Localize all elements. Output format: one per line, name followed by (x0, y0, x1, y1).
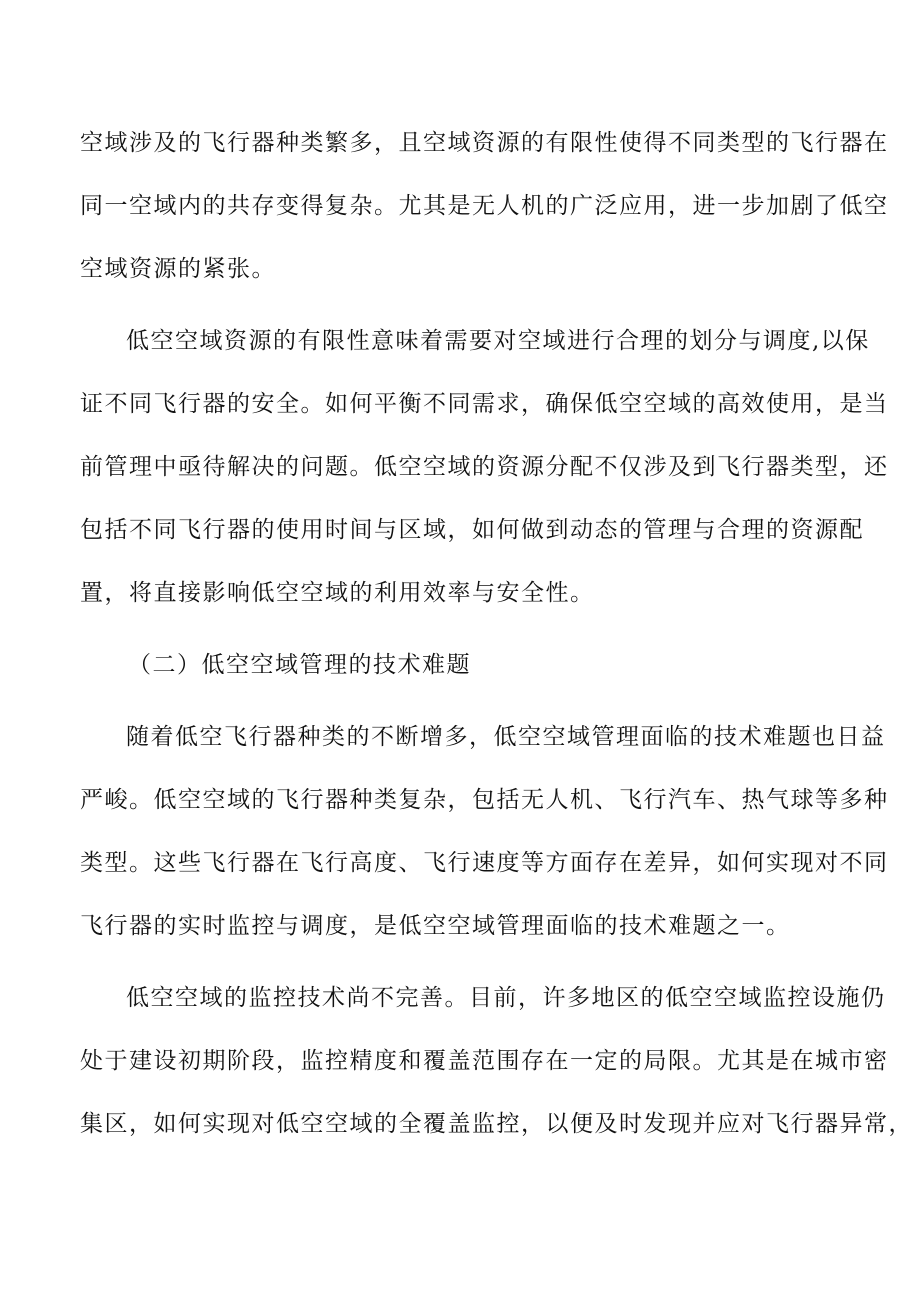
paragraph-line: 空域涉及的飞行器种类繁多，且空域资源的有限性使得不同类型的飞行器在 (80, 130, 889, 156)
paragraph-line: 前管理中亟待解决的问题。低空空域的资源分配不仅涉及到飞行器类型，还 (80, 454, 889, 480)
paragraph-line: 随着低空飞行器种类的不断增多，低空空域管理面临的技术难题也日益 (126, 724, 886, 750)
paragraph-line: 处于建设初期阶段，监控精度和覆盖范围存在一定的局限。尤其是在城市密 (80, 1048, 889, 1074)
paragraph-line: 同一空域内的共存变得复杂。尤其是无人机的广泛应用，进一步加剧了低空 (80, 193, 889, 219)
section-heading: （二）低空空域管理的技术难题 (128, 652, 471, 678)
paragraph-line: 空域资源的紧张。 (80, 256, 276, 282)
paragraph-line: 置，将直接影响低空空域的利用效率与安全性。 (80, 580, 595, 606)
paragraph-line: 证不同飞行器的安全。如何平衡不同需求，确保低空空域的高效使用，是当 (80, 391, 889, 417)
paragraph-line: 集区，如何实现对低空空域的全覆盖监控，以便及时发现并应对飞行器异常， (80, 1111, 913, 1137)
paragraph-line: 飞行器的实时监控与调度，是低空空域管理面临的技术难题之一。 (80, 913, 791, 939)
paragraph-line: 低空空域资源的有限性意味着需要对空域进行合理的划分与调度,以保 (126, 328, 870, 354)
paragraph-line: 低空空域的监控技术尚不完善。目前，许多地区的低空空域监控设施仍 (126, 985, 886, 1011)
paragraph-line: 严峻。低空空域的飞行器种类复杂，包括无人机、飞行汽车、热气球等多种 (80, 787, 889, 813)
paragraph-line: 类型。这些飞行器在飞行高度、飞行速度等方面存在差异，如何实现对不同 (80, 850, 889, 876)
paragraph-line: 包括不同飞行器的使用时间与区域，如何做到动态的管理与合理的资源配 (80, 517, 864, 543)
